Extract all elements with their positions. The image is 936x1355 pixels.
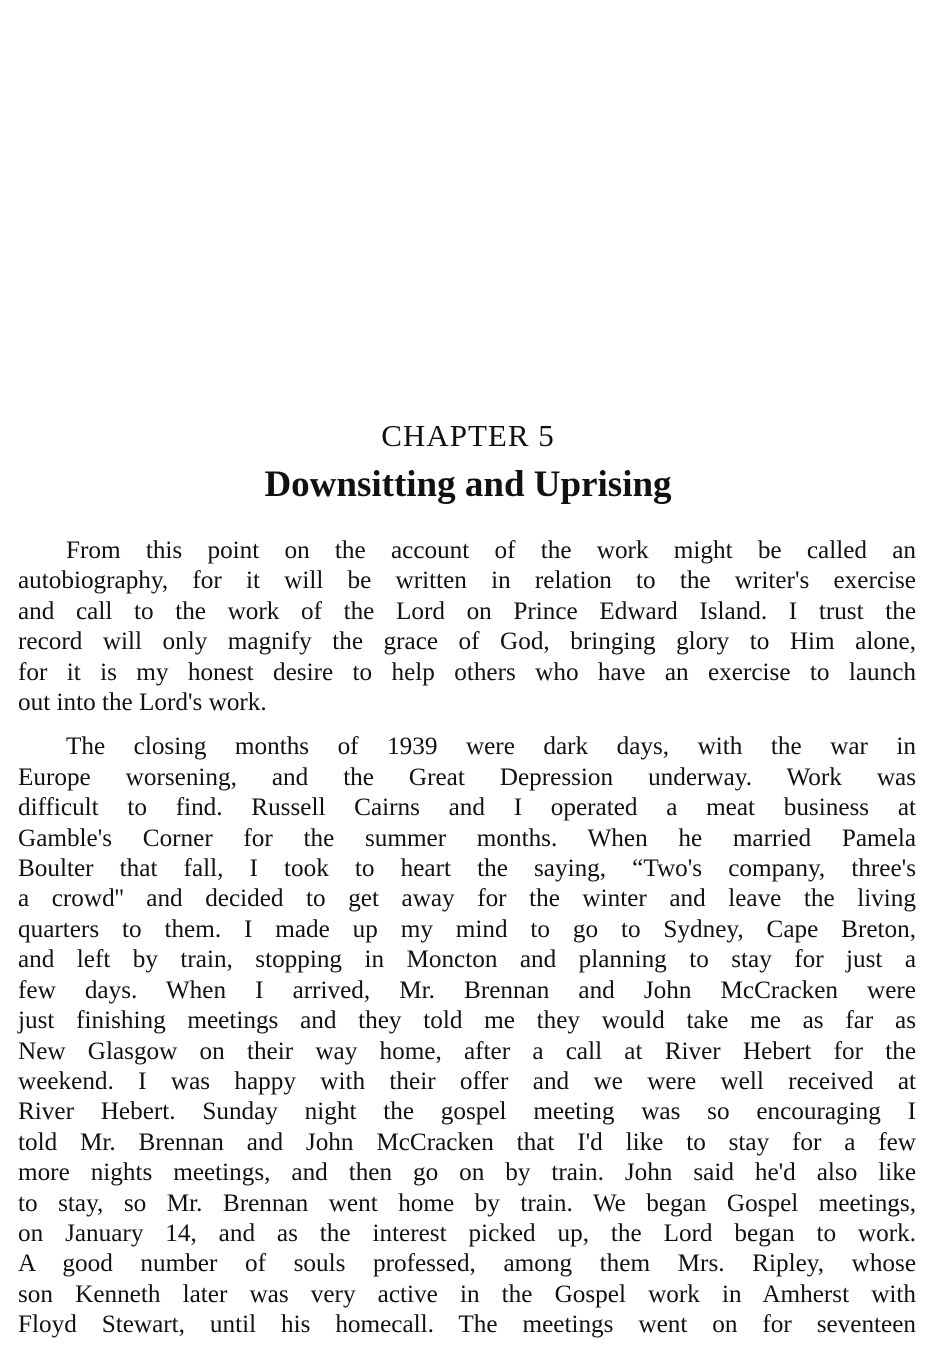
text-line: Boulter that fall, I took to heart the saying, “Two's company, three's (18, 855, 916, 883)
text-line: River Hebert. Sunday night the gospel meeting was so encouraging I (18, 1098, 916, 1126)
text-line: and left by train, stopping in Moncton and planning to stay for just a (18, 946, 916, 974)
text-line: to stay, so Mr. Brennan went home by train. We began Gospel meetings, (18, 1189, 916, 1217)
text-line: out into the Lord's work. (18, 689, 267, 717)
text-line: Gamble's Corner for the summer months. When he married Pamela (18, 824, 916, 852)
paragraph-2 (18, 732, 916, 1340)
text-line: few days. When I arrived, Mr. Brennan and John McCracken were (18, 976, 916, 1004)
text-line: New Glasgow on their way home, after a call at River Hebert for the (18, 1037, 916, 1065)
text-line: From this point on the account of the work might be called an (66, 537, 916, 564)
chapter-body (18, 536, 916, 1355)
text-line: on January 14, and as the interest picked up, the Lord began to work. (18, 1219, 916, 1247)
text-line: son Kenneth later was very active in the Gospel work in Amherst with (18, 1280, 916, 1308)
chapter-title: Downsitting and Uprising (264, 464, 672, 505)
text-line: Europe worsening, and the Great Depression underway. Work was (18, 763, 916, 791)
text-line: and call to the work of the Lord on Prince Edward Island. I trust the (18, 597, 916, 625)
text-line: The closing months of 1939 were dark days, with the war in (66, 733, 916, 761)
text-line: difficult to find. Russell Cairns and I operated a meat business at (18, 794, 916, 822)
text-line: for it is my honest desire to help others who have an exercise to launch (18, 658, 916, 686)
text-line: A good number of souls professed, among them Mrs. Ripley, whose (18, 1250, 916, 1278)
chapter-number: CHAPTER 5 (381, 418, 555, 453)
text-line: more nights meetings, and then go on by train. John said he'd also like (18, 1159, 916, 1187)
paragraph-1 (18, 536, 916, 718)
text-line: weekend. I was happy with their offer and we were well received at (18, 1067, 916, 1095)
text-line: just finishing meetings and they told me they would take me as far as (18, 1007, 916, 1035)
text-line: quarters to them. I made up my mind to go to Sydney, Cape Breton, (18, 915, 916, 943)
text-line: told Mr. Brennan and John McCracken that I'd like to stay for a few (18, 1128, 916, 1156)
text-line: Floyd Stewart, until his homecall. The meetings went on for seventeen (18, 1311, 916, 1339)
text-line: a crowd'' and decided to get away for the winter and leave the living (18, 885, 916, 913)
text-line: autobiography, for it will be written in relation to the writer's exercise (18, 567, 916, 595)
text-line: record will only magnify the grace of God, bringing glory to Him alone, (18, 628, 916, 656)
